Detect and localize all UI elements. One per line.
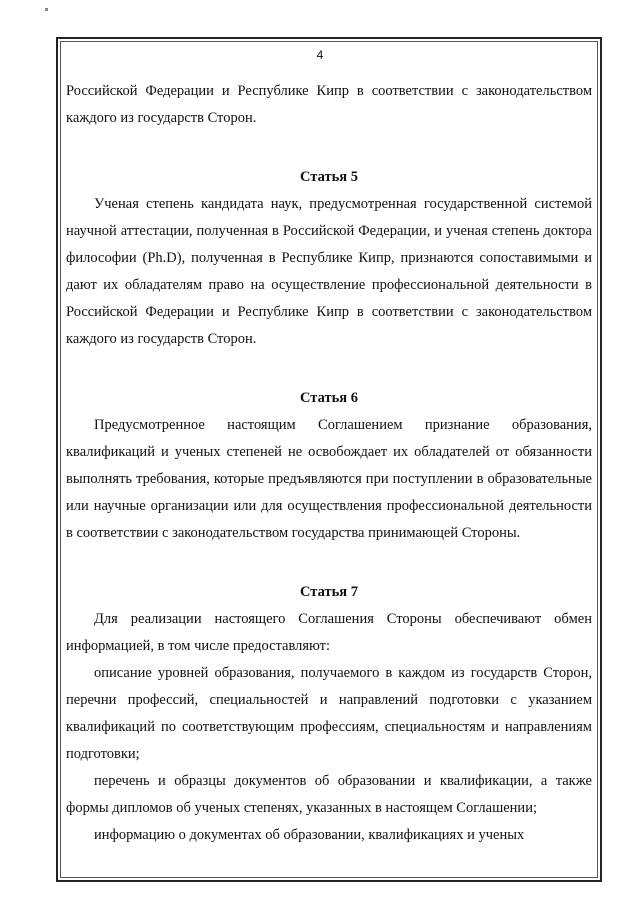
- article-7-intro: Для реализации настоящего Соглашения Стороны обеспечивают обмен информацией, в том числе предоставляют:: [66, 611, 592, 654]
- article-5-heading: Статья 5: [300, 169, 358, 185]
- article-6-heading: Статья 6: [300, 390, 358, 406]
- article-7-item-3: информацию о документах об образовании, квалификациях и ученых: [94, 827, 525, 843]
- scan-mark: [45, 8, 48, 11]
- article-7-item-2: перечень и образцы документов об образовании и квалификации, а также формы дипломов об ученых степенях, указанных в настоящем Соглашении;: [66, 773, 592, 816]
- article-7-item-1: описание уровней образования, получаемого в каждом из государств Сторон, перечни профессий, специальностей и направлений подготовки с указанием квалификаций по соответствующим профессиям, специальностям и направлениям подготовки;: [66, 665, 592, 762]
- article-5-paragraph: Ученая степень кандидата наук, предусмотренная государственной системой научной аттестации, полученная в Российской Федерации, и ученая степень доктора философии (Ph.D), полученная в Республике Кипр, признаются сопоставимыми и дают их обладателям право на осуществление профессиональной деятельности в Российской Федерации и Республике Кипр в соответствии с законодательством каждого из государств Сторон.: [66, 196, 592, 347]
- document-body: [66, 78, 592, 849]
- article-7-heading: Статья 7: [300, 584, 358, 600]
- continuation-paragraph: Российской Федерации и Республике Кипр в соответствии с законодательством каждого из государств Сторон.: [66, 83, 592, 126]
- page-number: 4: [316, 48, 324, 62]
- article-6-paragraph: Предусмотренное настоящим Соглашением признание образования, квалификаций и ученых степеней не освобождает их обладателей от обязанности выполнять требования, которые предъявляются при поступлении в образовательные или научные организации или для осуществления профессиональной деятельности в соответствии с законодательством государства принимающей Стороны.: [66, 417, 592, 541]
